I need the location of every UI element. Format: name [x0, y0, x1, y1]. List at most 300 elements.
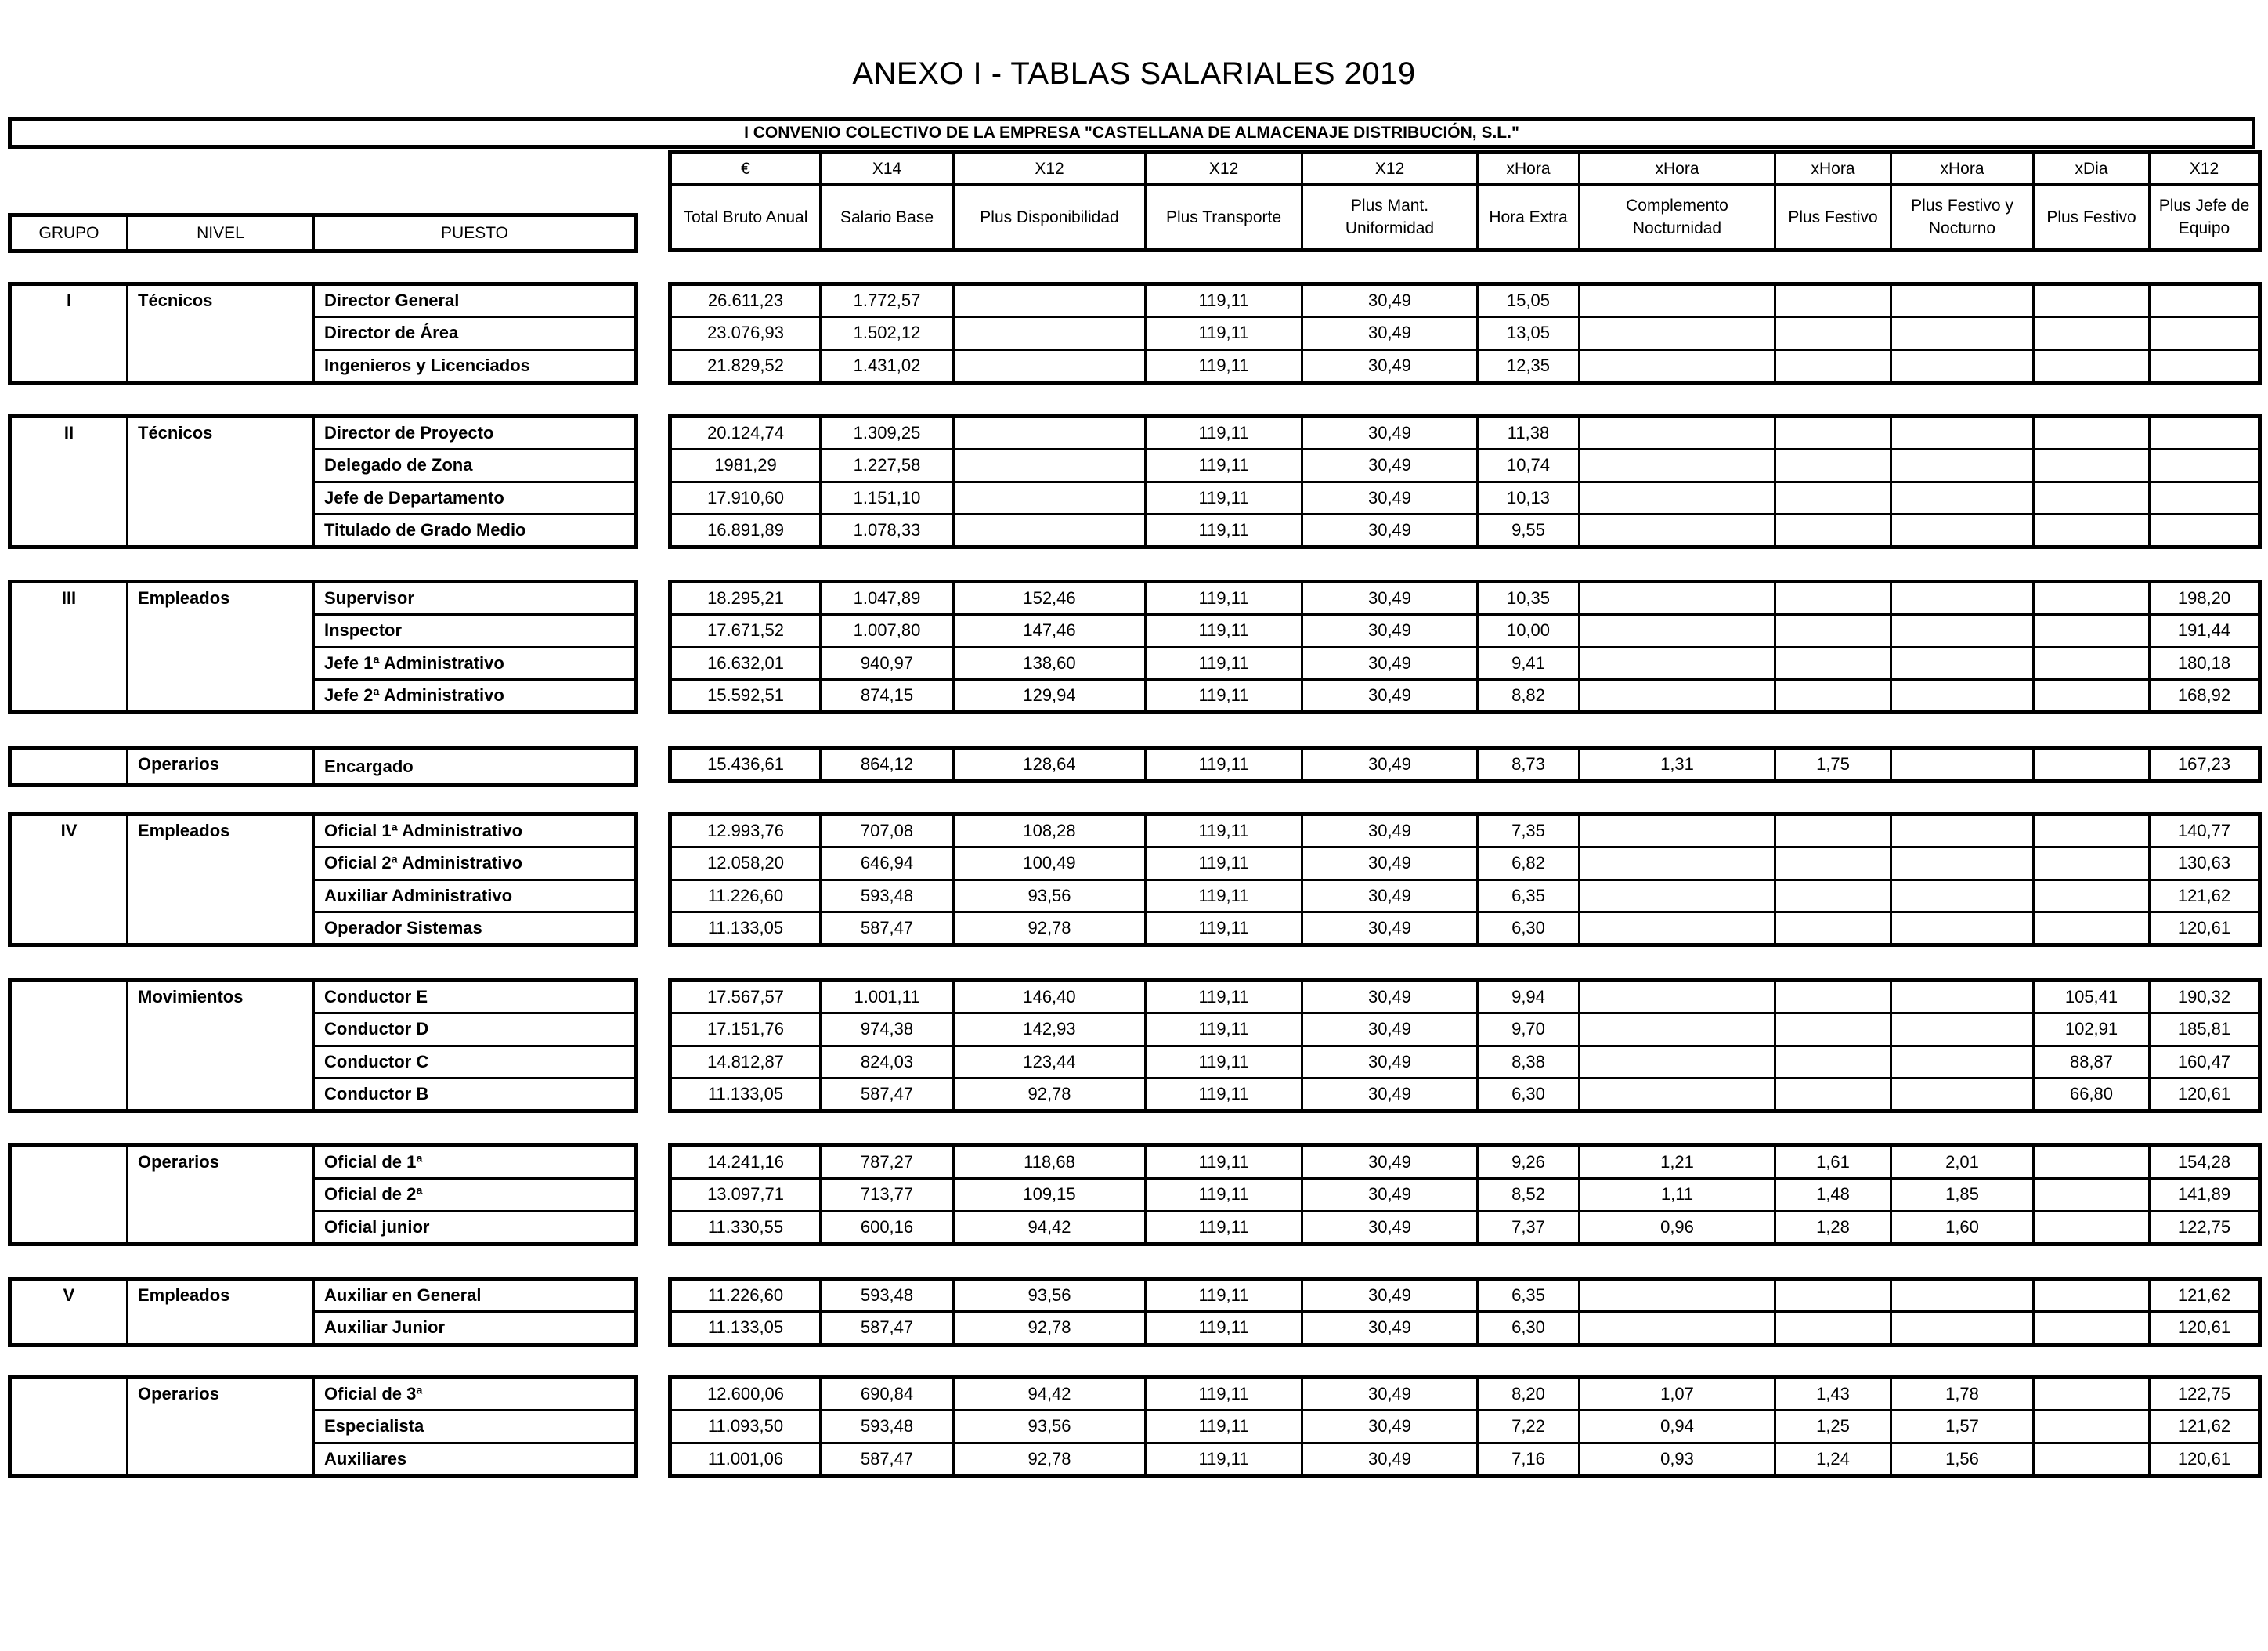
- value-cell: 7,35: [1478, 815, 1580, 847]
- value-cell: [1580, 1279, 1775, 1312]
- value-cell: 119,11: [1146, 880, 1302, 912]
- value-cell: [1891, 1046, 2034, 1078]
- value-cell: 9,26: [1478, 1146, 1580, 1179]
- value-cell: [954, 417, 1146, 450]
- value-cell: [1775, 1279, 1891, 1312]
- value-cell: 6,35: [1478, 880, 1580, 912]
- value-cell: 167,23: [2150, 748, 2260, 782]
- value-cell: [1891, 1279, 2034, 1312]
- value-cell: 9,70: [1478, 1013, 1580, 1046]
- table-row: [670, 284, 2260, 317]
- value-cell: [1775, 514, 1891, 547]
- value-cell: [954, 514, 1146, 547]
- value-cell: 21.829,52: [670, 349, 821, 382]
- block-values-table: [668, 282, 2262, 385]
- value-cell: 1.772,57: [821, 284, 954, 317]
- value-cell: 119,11: [1146, 815, 1302, 847]
- value-cell: 11.226,60: [670, 1279, 821, 1312]
- block-left-table: [8, 414, 638, 549]
- value-cell: [1580, 1078, 1775, 1111]
- value-cell: 7,37: [1478, 1211, 1580, 1244]
- value-cell: 152,46: [954, 582, 1146, 615]
- puesto-cell: Inspector: [314, 615, 637, 647]
- puesto-cell: Delegado de Zona: [314, 450, 637, 482]
- puesto-cell: Oficial 2ª Administrativo: [314, 847, 637, 880]
- value-cell: [2034, 1211, 2150, 1244]
- table-row: [670, 417, 2260, 450]
- grupo-cell: [10, 748, 128, 786]
- table-row: [670, 1013, 2260, 1046]
- column-name: Hora Extra: [1478, 185, 1580, 251]
- value-cell: 93,56: [954, 1411, 1146, 1443]
- value-cell: 12.993,76: [670, 815, 821, 847]
- value-cell: 119,11: [1146, 450, 1302, 482]
- value-cell: 140,77: [2150, 815, 2260, 847]
- column-unit: xHora: [1478, 153, 1580, 185]
- value-cell: 8,73: [1478, 748, 1580, 782]
- value-cell: 30,49: [1302, 450, 1478, 482]
- value-cell: 142,93: [954, 1013, 1146, 1046]
- value-cell: 6,82: [1478, 847, 1580, 880]
- value-cell: 1,48: [1775, 1179, 1891, 1211]
- value-cell: 88,87: [2034, 1046, 2150, 1078]
- value-cell: [1580, 880, 1775, 912]
- value-cell: 11.133,05: [670, 1312, 821, 1345]
- value-cell: 168,92: [2150, 679, 2260, 712]
- value-cell: 92,78: [954, 1078, 1146, 1111]
- value-cell: 1.227,58: [821, 450, 954, 482]
- column-name: Plus Festivo y Nocturno: [1891, 185, 2034, 251]
- value-cell: [1891, 981, 2034, 1013]
- value-cell: 17.151,76: [670, 1013, 821, 1046]
- value-cell: 122,75: [2150, 1211, 2260, 1244]
- value-cell: [1775, 1046, 1891, 1078]
- value-cell: 26.611,23: [670, 284, 821, 317]
- block-values-table: [668, 1277, 2262, 1347]
- value-cell: 119,11: [1146, 912, 1302, 945]
- value-cell: 6,30: [1478, 1078, 1580, 1111]
- value-cell: [1891, 1078, 2034, 1111]
- value-cell: 119,11: [1146, 1179, 1302, 1211]
- value-cell: 10,35: [1478, 582, 1580, 615]
- puesto-cell: Oficial de 1ª: [314, 1146, 637, 1179]
- block-left-table: [8, 746, 638, 787]
- value-cell: 7,22: [1478, 1411, 1580, 1443]
- value-cell: 119,11: [1146, 482, 1302, 514]
- value-cell: [2034, 349, 2150, 382]
- value-cell: 16.891,89: [670, 514, 821, 547]
- table-row: [670, 1411, 2260, 1443]
- value-cell: 160,47: [2150, 1046, 2260, 1078]
- value-cell: [1891, 349, 2034, 382]
- value-cell: 6,30: [1478, 1312, 1580, 1345]
- value-cell: 1,61: [1775, 1146, 1891, 1179]
- value-cell: 30,49: [1302, 679, 1478, 712]
- value-cell: 94,42: [954, 1211, 1146, 1244]
- value-cell: 30,49: [1302, 514, 1478, 547]
- value-cell: 9,55: [1478, 514, 1580, 547]
- value-cell: 94,42: [954, 1378, 1146, 1411]
- value-cell: [2034, 450, 2150, 482]
- value-cell: 191,44: [2150, 615, 2260, 647]
- value-cell: 0,93: [1580, 1443, 1775, 1476]
- value-cell: 1.001,11: [821, 981, 954, 1013]
- table-row: [670, 815, 2260, 847]
- value-cell: [1775, 912, 1891, 945]
- value-cell: 180,18: [2150, 647, 2260, 679]
- column-header-table: [668, 150, 2262, 252]
- value-cell: 593,48: [821, 1411, 954, 1443]
- table-row: [670, 1211, 2260, 1244]
- value-cell: [1775, 482, 1891, 514]
- value-cell: 587,47: [821, 1312, 954, 1345]
- value-cell: 119,11: [1146, 847, 1302, 880]
- value-cell: [1580, 450, 1775, 482]
- value-cell: [1580, 1013, 1775, 1046]
- value-cell: [2034, 880, 2150, 912]
- value-cell: 12.058,20: [670, 847, 821, 880]
- value-cell: [1891, 450, 2034, 482]
- puesto-cell: Director de Área: [314, 317, 637, 349]
- value-cell: 787,27: [821, 1146, 954, 1179]
- value-cell: [2034, 647, 2150, 679]
- value-cell: 11,38: [1478, 417, 1580, 450]
- puesto-cell: Jefe 2ª Administrativo: [314, 679, 637, 712]
- value-cell: 1,85: [1891, 1179, 2034, 1211]
- value-cell: 123,44: [954, 1046, 1146, 1078]
- value-cell: 2,01: [1891, 1146, 2034, 1179]
- value-cell: [2150, 349, 2260, 382]
- value-cell: 10,13: [1478, 482, 1580, 514]
- table-row: [670, 679, 2260, 712]
- value-cell: [1891, 880, 2034, 912]
- value-cell: 109,15: [954, 1179, 1146, 1211]
- value-cell: 119,11: [1146, 1046, 1302, 1078]
- value-cell: 10,00: [1478, 615, 1580, 647]
- value-cell: 8,38: [1478, 1046, 1580, 1078]
- value-cell: [1775, 1078, 1891, 1111]
- value-cell: [1891, 1013, 2034, 1046]
- value-cell: [1580, 317, 1775, 349]
- value-cell: 1.078,33: [821, 514, 954, 547]
- value-cell: 30,49: [1302, 482, 1478, 514]
- value-cell: [1580, 912, 1775, 945]
- value-cell: [1775, 679, 1891, 712]
- puesto-cell: Auxiliar en General: [314, 1279, 637, 1312]
- value-cell: 30,49: [1302, 1046, 1478, 1078]
- value-cell: [1775, 615, 1891, 647]
- value-cell: [1580, 981, 1775, 1013]
- value-cell: 92,78: [954, 1443, 1146, 1476]
- table-row: [670, 1378, 2260, 1411]
- value-cell: 824,03: [821, 1046, 954, 1078]
- puesto-cell: Supervisor: [314, 582, 637, 615]
- value-cell: 119,11: [1146, 615, 1302, 647]
- value-cell: 93,56: [954, 880, 1146, 912]
- table-row: [670, 317, 2260, 349]
- value-cell: [1580, 417, 1775, 450]
- table-row: [10, 417, 637, 450]
- value-cell: 11.330,55: [670, 1211, 821, 1244]
- value-cell: 108,28: [954, 815, 1146, 847]
- value-cell: 0,96: [1580, 1211, 1775, 1244]
- puesto-cell: Oficial 1ª Administrativo: [314, 815, 637, 847]
- value-cell: 30,49: [1302, 615, 1478, 647]
- value-cell: 119,11: [1146, 1078, 1302, 1111]
- block-left-table: [8, 1375, 638, 1478]
- table-row: [670, 450, 2260, 482]
- value-cell: [954, 482, 1146, 514]
- value-cell: 30,49: [1302, 349, 1478, 382]
- left-header-table: [8, 213, 638, 253]
- value-cell: 14.812,87: [670, 1046, 821, 1078]
- value-cell: [1891, 615, 2034, 647]
- column-name: Complemento Nocturnidad: [1580, 185, 1775, 251]
- table-row: [10, 582, 637, 615]
- table-row: [670, 1279, 2260, 1312]
- puesto-cell: Conductor D: [314, 1013, 637, 1046]
- column-unit: xDia: [2034, 153, 2150, 185]
- value-cell: 30,49: [1302, 1146, 1478, 1179]
- table-row: [670, 1312, 2260, 1345]
- value-cell: 30,49: [1302, 748, 1478, 782]
- table-row: [670, 1078, 2260, 1111]
- value-cell: 100,49: [954, 847, 1146, 880]
- value-cell: 1,07: [1580, 1378, 1775, 1411]
- value-cell: 119,11: [1146, 1411, 1302, 1443]
- value-cell: 30,49: [1302, 1378, 1478, 1411]
- column-unit: X12: [1302, 153, 1478, 185]
- column-name: Plus Disponibilidad: [954, 185, 1146, 251]
- value-cell: 11.133,05: [670, 912, 821, 945]
- value-cell: 154,28: [2150, 1146, 2260, 1179]
- value-cell: 30,49: [1302, 1279, 1478, 1312]
- value-cell: 121,62: [2150, 1411, 2260, 1443]
- value-cell: 16.632,01: [670, 647, 821, 679]
- header-puesto: PUESTO: [314, 215, 637, 251]
- block-values-table: [668, 812, 2262, 947]
- value-cell: [1775, 582, 1891, 615]
- puesto-cell: Especialista: [314, 1411, 637, 1443]
- value-cell: [1775, 317, 1891, 349]
- puesto-cell: Conductor E: [314, 981, 637, 1013]
- value-cell: [1775, 815, 1891, 847]
- value-cell: 121,62: [2150, 1279, 2260, 1312]
- value-cell: [2150, 450, 2260, 482]
- nivel-cell: Movimientos: [128, 981, 314, 1111]
- value-cell: [1775, 981, 1891, 1013]
- column-unit: xHora: [1891, 153, 2034, 185]
- value-cell: 92,78: [954, 912, 1146, 945]
- value-cell: [1580, 1312, 1775, 1345]
- value-cell: 12.600,06: [670, 1378, 821, 1411]
- value-cell: 1.309,25: [821, 417, 954, 450]
- value-cell: 30,49: [1302, 317, 1478, 349]
- value-cell: 119,11: [1146, 514, 1302, 547]
- value-cell: [2034, 748, 2150, 782]
- nivel-cell: Operarios: [128, 1378, 314, 1476]
- value-cell: [1580, 349, 1775, 382]
- value-cell: 1.431,02: [821, 349, 954, 382]
- value-cell: 119,11: [1146, 284, 1302, 317]
- value-cell: 30,49: [1302, 647, 1478, 679]
- value-cell: 119,11: [1146, 1443, 1302, 1476]
- value-cell: [1580, 847, 1775, 880]
- value-cell: 119,11: [1146, 1013, 1302, 1046]
- value-cell: [1580, 647, 1775, 679]
- puesto-cell: Ingenieros y Licenciados: [314, 349, 637, 382]
- table-row: [10, 981, 637, 1013]
- value-cell: 9,94: [1478, 981, 1580, 1013]
- value-cell: [1580, 514, 1775, 547]
- value-cell: 30,49: [1302, 417, 1478, 450]
- value-cell: 121,62: [2150, 880, 2260, 912]
- value-cell: [1891, 1312, 2034, 1345]
- value-cell: 600,16: [821, 1211, 954, 1244]
- table-row: [10, 1146, 637, 1179]
- puesto-cell: Jefe de Departamento: [314, 482, 637, 514]
- value-cell: [1775, 349, 1891, 382]
- value-cell: 11.001,06: [670, 1443, 821, 1476]
- value-cell: 0,94: [1580, 1411, 1775, 1443]
- grupo-cell: I: [10, 284, 128, 383]
- value-cell: 119,11: [1146, 647, 1302, 679]
- value-cell: 30,49: [1302, 1211, 1478, 1244]
- value-cell: 119,11: [1146, 1146, 1302, 1179]
- value-cell: 190,32: [2150, 981, 2260, 1013]
- column-unit: X12: [2150, 153, 2260, 185]
- value-cell: 587,47: [821, 1443, 954, 1476]
- value-cell: [2034, 1146, 2150, 1179]
- table-row: [670, 647, 2260, 679]
- value-cell: [1580, 679, 1775, 712]
- value-cell: 17.567,57: [670, 981, 821, 1013]
- value-cell: 12,35: [1478, 349, 1580, 382]
- value-cell: 105,41: [2034, 981, 2150, 1013]
- block-left-table: [8, 1277, 638, 1347]
- value-cell: 1.151,10: [821, 482, 954, 514]
- table-row: [10, 1378, 637, 1411]
- value-cell: 1.007,80: [821, 615, 954, 647]
- value-cell: 23.076,93: [670, 317, 821, 349]
- table-row: [670, 912, 2260, 945]
- value-cell: [1891, 679, 2034, 712]
- value-cell: 66,80: [2034, 1078, 2150, 1111]
- value-cell: 119,11: [1146, 349, 1302, 382]
- value-cell: [1580, 815, 1775, 847]
- table-row: [670, 514, 2260, 547]
- value-cell: 128,64: [954, 748, 1146, 782]
- value-cell: 7,16: [1478, 1443, 1580, 1476]
- value-cell: 119,11: [1146, 1279, 1302, 1312]
- value-cell: 122,75: [2150, 1378, 2260, 1411]
- value-cell: [1891, 514, 2034, 547]
- value-cell: 118,68: [954, 1146, 1146, 1179]
- value-cell: 30,49: [1302, 815, 1478, 847]
- column-name: Plus Transporte: [1146, 185, 1302, 251]
- puesto-cell: Operador Sistemas: [314, 912, 637, 945]
- value-cell: 102,91: [2034, 1013, 2150, 1046]
- value-cell: [1891, 284, 2034, 317]
- grupo-cell: [10, 981, 128, 1111]
- puesto-cell: Oficial junior: [314, 1211, 637, 1244]
- value-cell: 17.671,52: [670, 615, 821, 647]
- column-name: Plus Mant. Uniformidad: [1302, 185, 1478, 251]
- value-cell: 30,49: [1302, 847, 1478, 880]
- value-cell: 119,11: [1146, 417, 1302, 450]
- value-cell: 940,97: [821, 647, 954, 679]
- value-cell: 119,11: [1146, 981, 1302, 1013]
- value-cell: [1775, 1013, 1891, 1046]
- value-cell: [1580, 1046, 1775, 1078]
- value-cell: 587,47: [821, 912, 954, 945]
- value-cell: 1.502,12: [821, 317, 954, 349]
- value-cell: 138,60: [954, 647, 1146, 679]
- block-left-table: [8, 282, 638, 385]
- value-cell: [2034, 417, 2150, 450]
- value-cell: 120,61: [2150, 1078, 2260, 1111]
- value-cell: 20.124,74: [670, 417, 821, 450]
- nivel-cell: Empleados: [128, 582, 314, 713]
- value-cell: 185,81: [2150, 1013, 2260, 1046]
- value-cell: [1580, 284, 1775, 317]
- value-cell: 15.592,51: [670, 679, 821, 712]
- value-cell: 30,49: [1302, 981, 1478, 1013]
- value-cell: 120,61: [2150, 912, 2260, 945]
- value-cell: 119,11: [1146, 748, 1302, 782]
- value-cell: 1,78: [1891, 1378, 2034, 1411]
- value-cell: 1.047,89: [821, 582, 954, 615]
- puesto-cell: Jefe 1ª Administrativo: [314, 647, 637, 679]
- grupo-cell: V: [10, 1279, 128, 1346]
- value-cell: 14.241,16: [670, 1146, 821, 1179]
- table-row: [670, 847, 2260, 880]
- value-cell: 6,35: [1478, 1279, 1580, 1312]
- value-cell: 707,08: [821, 815, 954, 847]
- value-cell: 30,49: [1302, 582, 1478, 615]
- block-left-table: [8, 812, 638, 947]
- block-left-table: [8, 1143, 638, 1246]
- value-cell: [2150, 317, 2260, 349]
- value-cell: [2034, 1312, 2150, 1345]
- puesto-cell: Titulado de Grado Medio: [314, 514, 637, 547]
- value-cell: 8,52: [1478, 1179, 1580, 1211]
- value-cell: [2034, 912, 2150, 945]
- value-cell: [1775, 647, 1891, 679]
- value-cell: 593,48: [821, 1279, 954, 1312]
- value-cell: [1775, 284, 1891, 317]
- value-cell: [2034, 582, 2150, 615]
- value-cell: 198,20: [2150, 582, 2260, 615]
- value-cell: 713,77: [821, 1179, 954, 1211]
- value-cell: 147,46: [954, 615, 1146, 647]
- column-unit: xHora: [1580, 153, 1775, 185]
- column-name: Plus Festivo: [2034, 185, 2150, 251]
- block-values-table: [668, 1375, 2262, 1478]
- value-cell: 1,21: [1580, 1146, 1775, 1179]
- puesto-cell: Auxiliares: [314, 1443, 637, 1476]
- nivel-cell: Operarios: [128, 748, 314, 786]
- value-cell: [1580, 582, 1775, 615]
- table-row: [10, 748, 637, 786]
- value-cell: 11.226,60: [670, 880, 821, 912]
- value-cell: 30,49: [1302, 1312, 1478, 1345]
- value-cell: 119,11: [1146, 679, 1302, 712]
- value-cell: 1,60: [1891, 1211, 2034, 1244]
- value-cell: [2034, 1179, 2150, 1211]
- value-cell: 119,11: [1146, 1211, 1302, 1244]
- value-cell: [2034, 284, 2150, 317]
